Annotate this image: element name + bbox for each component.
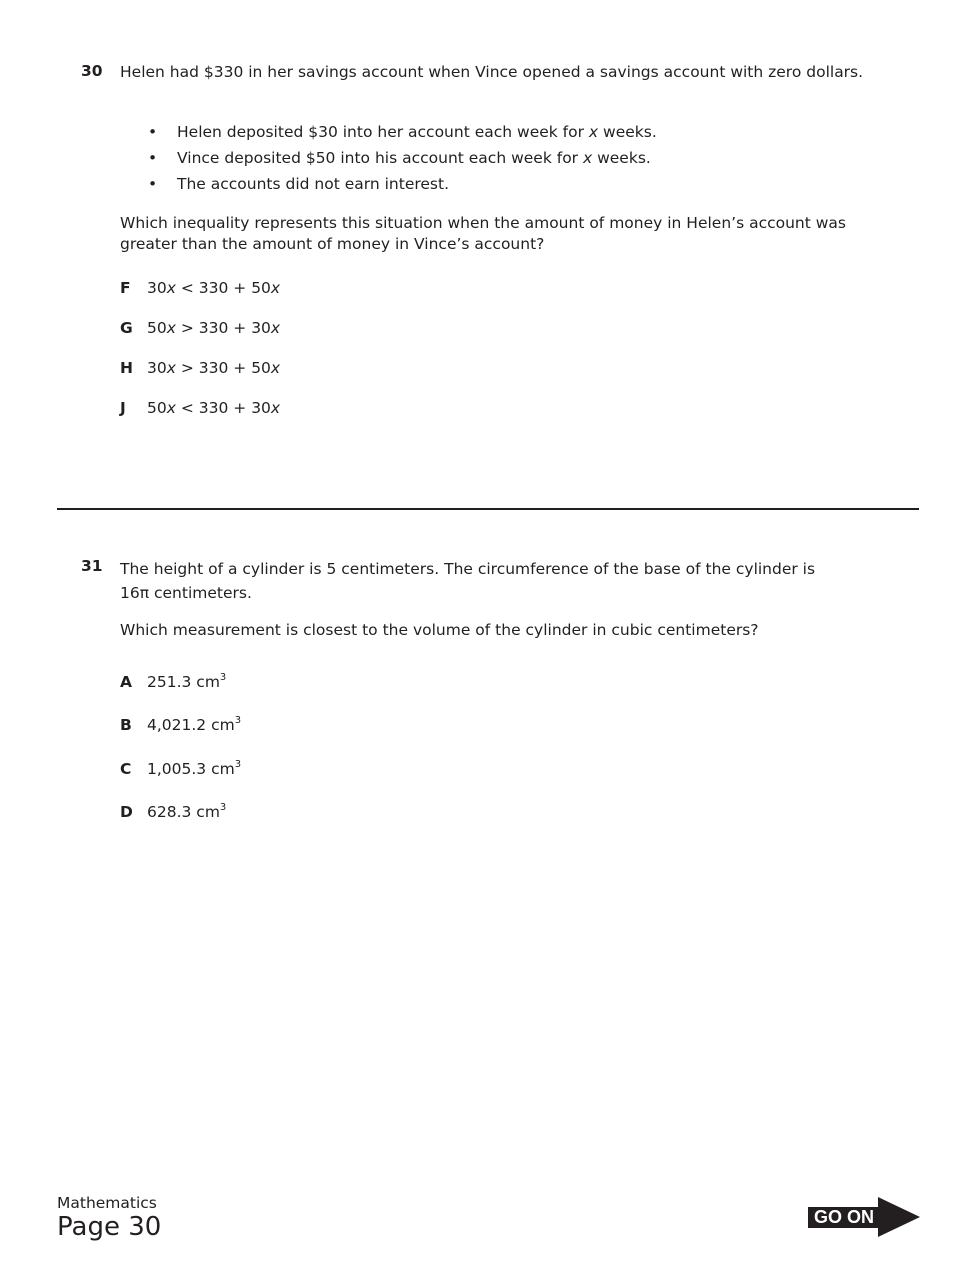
choice-letter: B xyxy=(120,716,132,734)
choice-H[interactable] xyxy=(120,358,280,379)
choice-C[interactable] xyxy=(120,754,241,780)
footer-page-number: Page 30 xyxy=(57,1212,162,1242)
question-divider xyxy=(57,508,919,510)
choice-J[interactable] xyxy=(120,398,280,419)
choice-A[interactable] xyxy=(120,667,226,693)
choice-letter: G xyxy=(120,319,133,337)
choice-D[interactable] xyxy=(120,797,226,823)
footer-subject: Mathematics xyxy=(57,1194,157,1212)
go-on-label: GO ON xyxy=(814,1207,875,1227)
question-31-stem: The height of a cylinder is 5 centimeters. The circumference of the base of the cylinder is 16π centimeters. xyxy=(120,560,816,602)
choice-text: 30x < 330 + 50x xyxy=(147,279,281,297)
question-30-number: 30 xyxy=(81,62,103,80)
question-30-bullet: • Vince deposited $50 into his account each week for x weeks. xyxy=(148,149,651,167)
choice-B[interactable] xyxy=(120,710,241,736)
question-30-bullet-list xyxy=(148,122,657,200)
choice-text: 30x > 330 + 50x xyxy=(147,359,281,377)
question-30-bullet: • The accounts did not earn interest. xyxy=(148,175,450,193)
choice-letter: C xyxy=(120,760,132,778)
choice-text: 1,005.3 $cm^3$ xyxy=(147,759,242,778)
choice-G[interactable] xyxy=(120,318,280,339)
question-31-number: 31 xyxy=(81,557,103,575)
bullet-icon: • xyxy=(148,123,158,141)
choice-text: 50x > 330 + 30x xyxy=(147,319,281,337)
choice-letter: H xyxy=(120,359,133,377)
question-30-stem: Helen had $330 in her savings account when Vince opened a savings account with zero dollars. xyxy=(120,63,864,81)
choice-text: 251.3 $cm^3$ xyxy=(147,672,227,691)
question-30-prompt: Which inequality represents this situation when the amount of money in Helen’s account was greater than the amount of money in Vince’s account? xyxy=(120,214,847,253)
bullet-icon: • xyxy=(148,175,158,193)
choice-letter: F xyxy=(120,279,131,297)
question-30-bullet: • Helen deposited $30 into her account each week for x weeks. xyxy=(148,123,657,141)
go-on-button[interactable] xyxy=(808,1197,920,1237)
choice-letter: A xyxy=(120,673,132,691)
choice-text: 628.3 $cm^3$ xyxy=(147,802,227,821)
choice-letter: J xyxy=(120,399,126,417)
choice-F[interactable] xyxy=(120,278,280,299)
bullet-icon: • xyxy=(148,149,158,167)
choice-letter: D xyxy=(120,803,133,821)
question-31-prompt: Which measurement is closest to the volume of the cylinder in cubic centimeters? xyxy=(120,621,759,639)
choice-text: 50x < 330 + 30x xyxy=(147,399,281,417)
choice-text: 4,021.2 $cm^3$ xyxy=(147,715,242,734)
